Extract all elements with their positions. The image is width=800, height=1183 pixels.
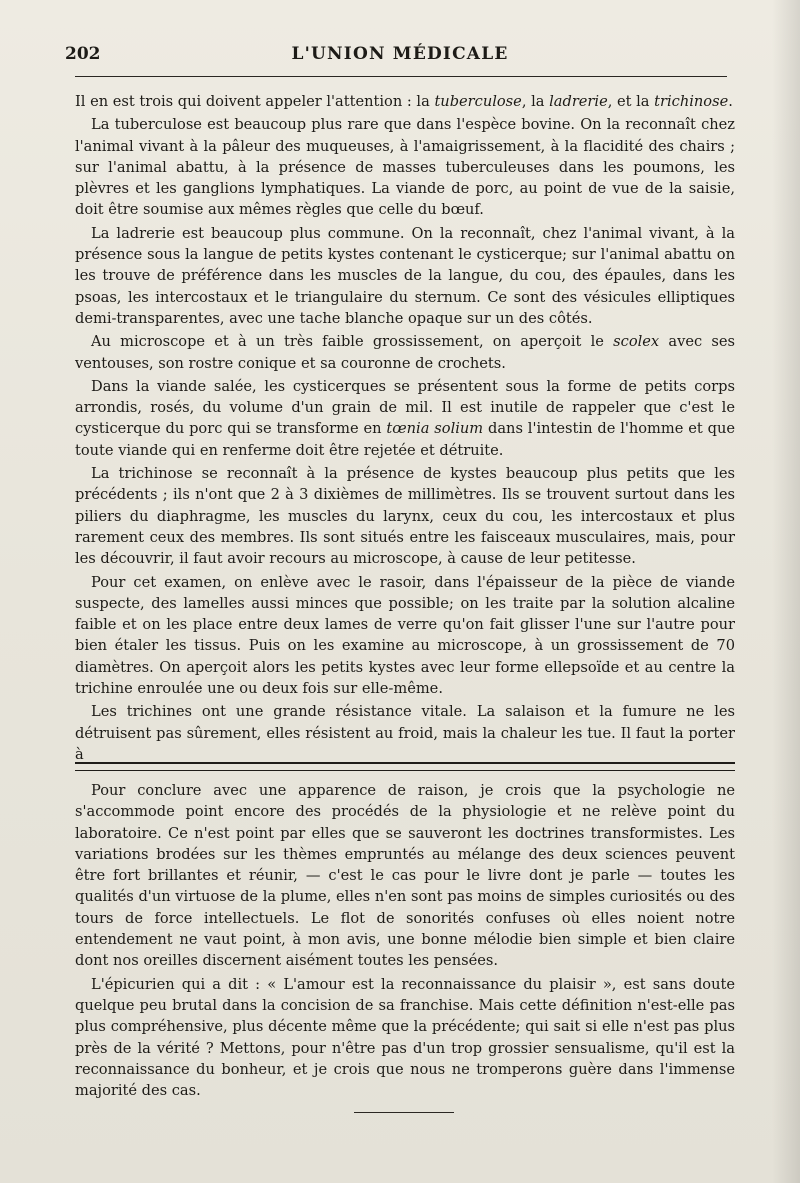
article-paragraph: La tuberculose est beaucoup plus rare que dans l'espèce bovine. On la reconnaît chez l'animal vivant à la pâleur des muqueuses, à l'amaigrissement, à la flacidité des chairs ; sur l'animal abattu, à la présence de masses tuberculeuses dans les poumons, les plèvres et les ganglions lymphatiques. La viande de porc, au point de vue de la saisie, doit être soumise aux mêmes règles que celle du bœuf. [75,116,735,219]
article-paragraph: La ladrerie est beaucoup plus commune. On la reconnaît, chez l'animal vivant, à la présence sous la langue de petits kystes contenant le cysticerque; sur l'animal abattu on les trouve de préférence dans les muscles de la langue, du cou, des épaules, dans les psoas, les intercostaux et le triangulaire du sternum. Ce sont des vésicules elliptiques demi-transparentes, avec une tache blanche opaque sur un des côtés. [75,224,735,327]
article-paragraph: Pour cet examen, on enlève avec le rasoir, dans l'épaisseur de la pièce de viande suspecte, des lamelles aussi minces que possible; on les traite par la solution alcaline faible et on les place entre deux lames de verre qu'on fait glisser l'une sur l'autre pour bien étaler les tissus. Puis on les examine au microscope, à un grossissement de 70 diamètres. On aperçoit alors les petits kystes avec leur forme ellepsoïde et au centre la trichine enroulée une ou deux fois sur elle-même. [75,573,735,698]
article-paragraph: La trichinose se reconnaît à la présence de kystes beaucoup plus petits que les précédents ; ils n'ont que 2 à 3 dixièmes de millimètres. Ils se trouvent surtout dans les piliers du diaphragme, les muscles du larynx, ceux du cou, les intercostaux et plus rarement ceux des membres. Ils sont situés entre les faisceaux musculaires, mais, pour les découvrir, il faut avoir recours au microscope, à cause de leur petitesse. [75,465,735,568]
header-rule [75,76,727,77]
article-paragraph: Dans la viande salée, les cysticerques se présentent sous la forme de petits corps arrondis, rosés, du volume d'un grain de mil. Il est inutile de rappeler que c'est le cysticerque du porc qui se transforme en tœnia solium dans l'intestin de l'homme et que toute viande qui en renferme doit être rejetée et détruite. [75,377,735,459]
page-edge-shadow [772,0,800,1183]
running-title: L'UNION MÉDICALE [291,44,509,64]
article-paragraph: Il en est trois qui doivent appeler l'attention : la tuberculose, la ladrerie, et la trichinose. [75,93,733,110]
article-body [75,91,735,767]
feuilleton-paragraph: L'épicurien qui a dit : « L'amour est la reconnaissance du plaisir », est sans doute quelque peu brutal dans la concision de sa franchise. Mais cette définition n'est-elle pas plus compréhensive, plus décente même que la précédente; qui sait si elle n'est pas plus près de la vérité ? Mettons, pour n'être pas d'un trop grossier sensualisme, qu'il est la reconnaissance du bonheur, et je crois que nous ne tromperons guère dans l'immense majorité des cas. [75,975,735,1100]
feuilleton-separator [75,762,735,771]
end-rule [354,1112,454,1113]
page-header [65,44,725,70]
page-number: 202 [65,44,101,64]
feuilleton-paragraph: Pour conclure avec une apparence de raison, je crois que la psychologie ne s'accommode point encore des procédés de la physiologie et ne relève point du laboratoire. Ce n'est point par elles que se sauveront les doctrines transformistes. Les variations brodées sur les thèmes empruntés au mélange des deux sciences peuvent être fort brillantes et réunir, — c'est le cas pour le livre dont je parle — toutes les qualités d'un virtuose de la plume, elles n'en sont pas moins de simples curiosités ou des tours de force intellectuels. Le flot de sonorités confuses où elles noient notre entendement ne vaut point, à mon avis, une bonne mélodie bien simple et bien claire dont nos oreilles discernent aisément toutes les pensées. [75,782,735,970]
feuilleton-body [75,780,735,1103]
article-paragraph: Les trichines ont une grande résistance vitale. La salaison et la fumure ne les détruisent pas sûrement, elles résistent au froid, mais la chaleur les tue. Il faut la porter à [75,703,735,763]
article-paragraph: Au microscope et à un très faible grossissement, on aperçoit le scolex avec ses ventouses, son rostre conique et sa couronne de crochets. [75,333,735,372]
